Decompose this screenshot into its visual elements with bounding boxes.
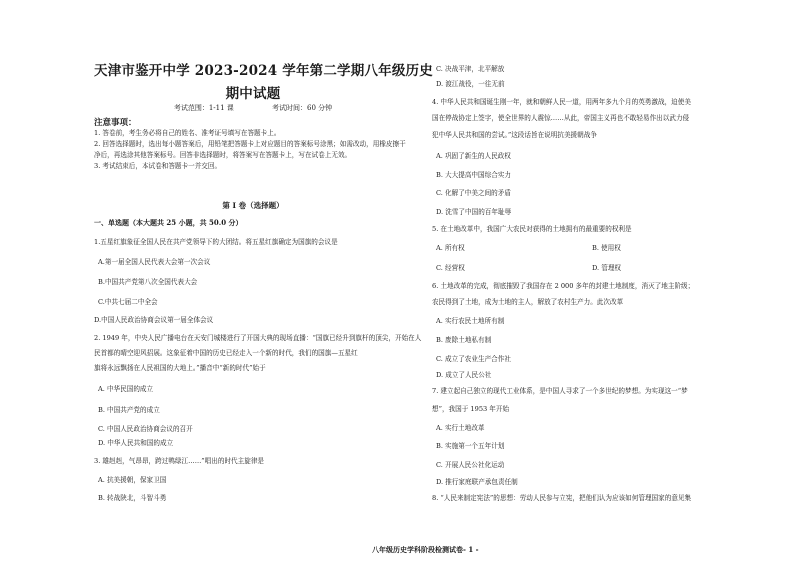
q3-stem: 3. 雄赳赳，气昂昂，跨过鸭绿江……”唱出的时代主旋律是 xyxy=(94,457,265,465)
q2-option-d: D. 中华人民共和国的成立 xyxy=(98,439,174,447)
q7-option-a: A. 实行土地改革 xyxy=(436,424,485,432)
right-column xyxy=(432,0,752,561)
notice-heading: 注意事项： xyxy=(94,118,137,128)
q1-stem: 1.五星红旗象征全国人民在共产党领导下的大团结。将五星红旗确定为国旗的会议是 xyxy=(94,238,338,246)
q3-option-a: A. 抗美援朝，保家卫国 xyxy=(98,476,167,484)
q4-option-c: C. 化解了中美之间的矛盾 xyxy=(436,189,511,197)
q6-stem-line: 农民得到了土地，成为土地的主人，解放了农村生产力。此次改革 xyxy=(432,298,624,306)
q1-option-b: B.中国共产党第八次全国代表大会 xyxy=(98,278,198,286)
q5-option-c: C. 经营权 xyxy=(436,264,465,272)
q1-option-d: D.中国人民政治协商会议第一届全体会议 xyxy=(94,316,214,324)
q6-option-b: B. 废除土地私有制 xyxy=(436,336,492,344)
page-footer: 八年级历史学科阶段检测试卷- 1 - xyxy=(372,545,479,554)
q6-option-d: D. 成立了人民公社 xyxy=(436,371,492,379)
q2-stem-line: 旗将永远飘扬在人民祖国的大地上。”播音中“新的时代”始于 xyxy=(94,364,266,372)
exam-title: 天津市鉴开中学 2023-2024 学年第二学期八年级历史 xyxy=(94,63,433,79)
notice-list xyxy=(94,128,412,172)
exam-scope: 考试范围：1-11 课 xyxy=(173,104,234,112)
q1-option-c: C.中共七届二中全会 xyxy=(98,298,158,306)
q5-option-a: A. 所有权 xyxy=(436,244,465,252)
q2-option-b: B. 中国共产党的成立 xyxy=(98,406,160,414)
q4-stem-line: 4. 中华人民共和国诞生刚一年，就和朝鲜人民一道，用两年多九个月的英勇激战，迫使美 xyxy=(432,98,691,106)
notice-item: 2. 回答选择题时，选出每小题答案后，用铅笔把答题卡上对应题目的答案标号涂黑；如需改动，用橡皮擦干净后，再选涂其他答案标号。回答非选择题时，将答案写在答题卡上，写在试卷上无效。 xyxy=(94,140,406,159)
q2-stem-line: 民首都的晴空迎风招展。这象征着中国的历史已经走入一个新的时代，我们的国旗—五星红 xyxy=(94,349,358,357)
q7-stem-line: 想”，我国于 1953 年开始 xyxy=(432,405,510,413)
q2-option-a: A. 中华民国的成立 xyxy=(98,385,154,393)
q4-stem-line: 犯中华人民共和国的尝试。”这段话旨在说明抗美援朝战争 xyxy=(432,131,597,139)
section-heading: 一、单选题（本大题共 25 小题，共 50.0 分） xyxy=(94,218,243,227)
notice-item: 1. 答卷前，考生务必将自己的姓名、准考证号填写在答题卡上。 xyxy=(94,129,281,137)
q7-option-c: C. 开展人民公社化运动 xyxy=(436,461,505,469)
exam-duration: 考试时间：60 分钟 xyxy=(272,104,333,112)
q3-option-b: B. 转战陕北，斗智斗勇 xyxy=(98,494,167,502)
part-heading: 第 I 卷（选择题） xyxy=(222,201,284,210)
q7-option-d: D. 推行家庭联产承包责任制 xyxy=(436,478,518,486)
q5-option-d: D. 管理权 xyxy=(592,264,622,272)
q3-option-c: C. 决战平津，北平解放 xyxy=(436,65,505,73)
q1-option-a: A.第一届全国人民代表大会第一次会议 xyxy=(98,258,211,266)
q7-option-b: B. 实施第一个五年计划 xyxy=(436,442,505,450)
q5-stem: 5. 在土地改革中，我国广大农民对获得的土地拥有的最重要的权利是 xyxy=(432,225,632,233)
q6-stem-line: 6. 土地改革的完成，彻底摧毁了我国存在 2 000 多年的封建土地制度，消灭了地主阶级； xyxy=(432,282,695,290)
q3-option-d: D. 渡江战役，一往无前 xyxy=(436,80,505,88)
exam-subtitle: 期中试题 xyxy=(225,86,281,102)
notice-item: 3. 考试结束后，本试卷和答题卡一并交回。 xyxy=(94,162,222,170)
q7-stem-line: 7. 建立起自己独立的现代工业体系，是中国人寻求了一个多世纪的梦想。为实现这一“梦 xyxy=(432,387,688,395)
q6-option-c: C. 成立了农业生产合作社 xyxy=(436,355,511,363)
q4-option-a: A. 巩固了新生的人民政权 xyxy=(436,152,511,160)
q2-option-c: C. 中国人民政治协商会议的召开 xyxy=(98,425,193,433)
q4-stem-line: 国在停战协定上签字，使全世界的人震惊……从此，帝国主义再也不敢轻易作出以武力侵 xyxy=(432,114,690,122)
q2-stem-line: 2. 1949 年，中央人民广播电台在天安门城楼进行了开国大典的现场直播：“国旗已经升到旗杆的顶尖，开始在人 xyxy=(94,334,422,342)
q4-option-d: D. 洗雪了中国的百年耻辱 xyxy=(436,208,512,216)
q8-stem: 8. “人民来制定宪法”的思想：劳动人民参与立宪，把他们认为应该如何管理国家的意见集 xyxy=(432,494,692,502)
q5-option-b: B. 使用权 xyxy=(592,244,621,252)
q6-option-a: A. 实行农民土地所有制 xyxy=(436,317,505,325)
q4-option-b: B. 大大提高中国综合实力 xyxy=(436,171,511,179)
exam-meta xyxy=(94,103,412,113)
